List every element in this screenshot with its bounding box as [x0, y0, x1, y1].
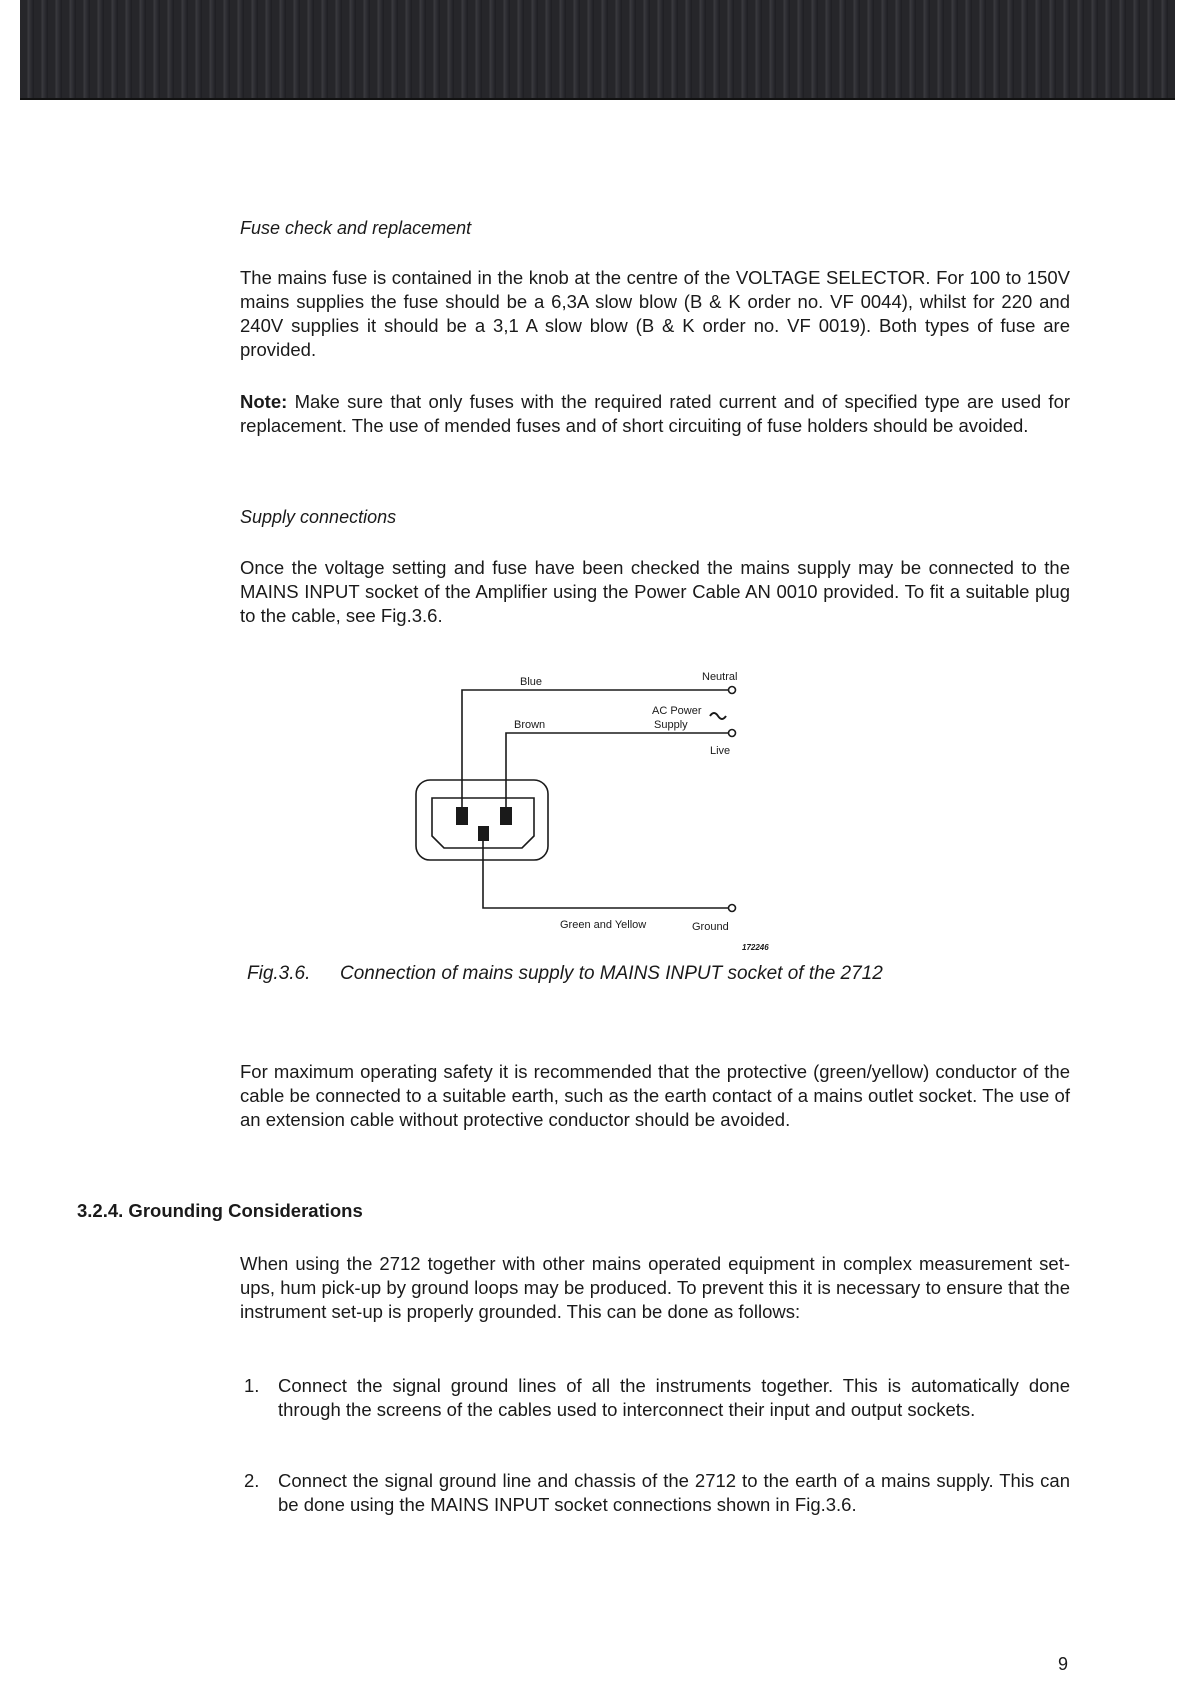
supply-heading: Supply connections [240, 507, 397, 527]
grounding-intro: When using the 2712 together with other mains operated equipment in complex measurement set-ups, hum pick-up by ground loops may be produced. To prevent this it is necessary to ensure that the instrument set-up is properly grounded. This can be done as follows: [240, 1253, 1070, 1322]
label-brown: Brown [514, 719, 546, 731]
fuse-paragraph: The mains fuse is contained in the knob at the centre of the VOLTAGE SELECTOR. For 100 to 150V mains supplies the fuse should be a 6,3A slow blow (B & K order no. VF 0044), whilst for 220 and 240V supplies it should be a 3,1 A slow blow (B & K order no. VF 0019). Both types of fuse are provided. [240, 267, 1070, 360]
list-number: 1. [244, 1375, 260, 1396]
fuse-heading: Fuse check and replacement [240, 218, 472, 238]
live-terminal [729, 730, 736, 737]
list-text: Connect the signal ground lines of all the instruments together. This is automatically done through the screens of the cables used to interconnect their input and output sockets. [278, 1375, 1070, 1420]
list-text: Connect the signal ground line and chassis of the 2712 to the earth of a mains supply. This can be done using the MAINS INPUT socket connections shown in Fig.3.6. [278, 1470, 1070, 1515]
page-number: 9 [1058, 1654, 1069, 1674]
scanned-header-band [20, 0, 1175, 100]
label-supply: Supply [654, 719, 688, 731]
caption-number: Fig.3.6. [247, 963, 311, 984]
live-pin [500, 807, 512, 825]
wiring-diagram-svg [410, 660, 780, 952]
label-neutral: Neutral [702, 671, 738, 683]
safety-paragraph: For maximum operating safety it is recommended that the protective (green/yellow) conductor of the cable be connected to a suitable earth, such as the earth contact of a mains outlet socket. The use of an extension cable without protective conductor should be avoided. [240, 1061, 1070, 1130]
fuse-note [240, 390, 1070, 438]
label-ac-power: AC Power [652, 705, 702, 717]
note-label: Note: [240, 391, 288, 412]
label-ground: Ground [692, 921, 729, 933]
label-live: Live [710, 745, 731, 757]
supply-paragraph: Once the voltage setting and fuse have been checked the mains supply may be connected to the MAINS INPUT socket of the Amplifier using the Power Cable AN 0010 provided. To fit a suitable plug to the cable, see Fig.3.6. [240, 557, 1070, 626]
wiring-diagram [410, 660, 780, 952]
ac-symbol-icon [710, 713, 726, 719]
neutral-terminal [729, 687, 736, 694]
grounding-heading: 3.2.4. Grounding Considerations [77, 1200, 363, 1221]
brown-wire [506, 733, 731, 807]
label-green-yellow: Green and Yellow [560, 919, 647, 931]
figure-ref-code: 172246 [742, 943, 769, 952]
note-text: Make sure that only fuses with the required rated current and of specified type are used for replacement. The use of mended fuses and of short circuiting of fuse holders should be avoided. [240, 391, 1071, 436]
caption-text: Connection of mains supply to MAINS INPUT socket of the 2712 [340, 963, 883, 984]
list-number: 2. [244, 1470, 260, 1491]
neutral-pin [456, 807, 468, 825]
label-blue: Blue [520, 676, 543, 688]
earth-pin [478, 826, 489, 841]
ground-terminal [729, 905, 736, 912]
